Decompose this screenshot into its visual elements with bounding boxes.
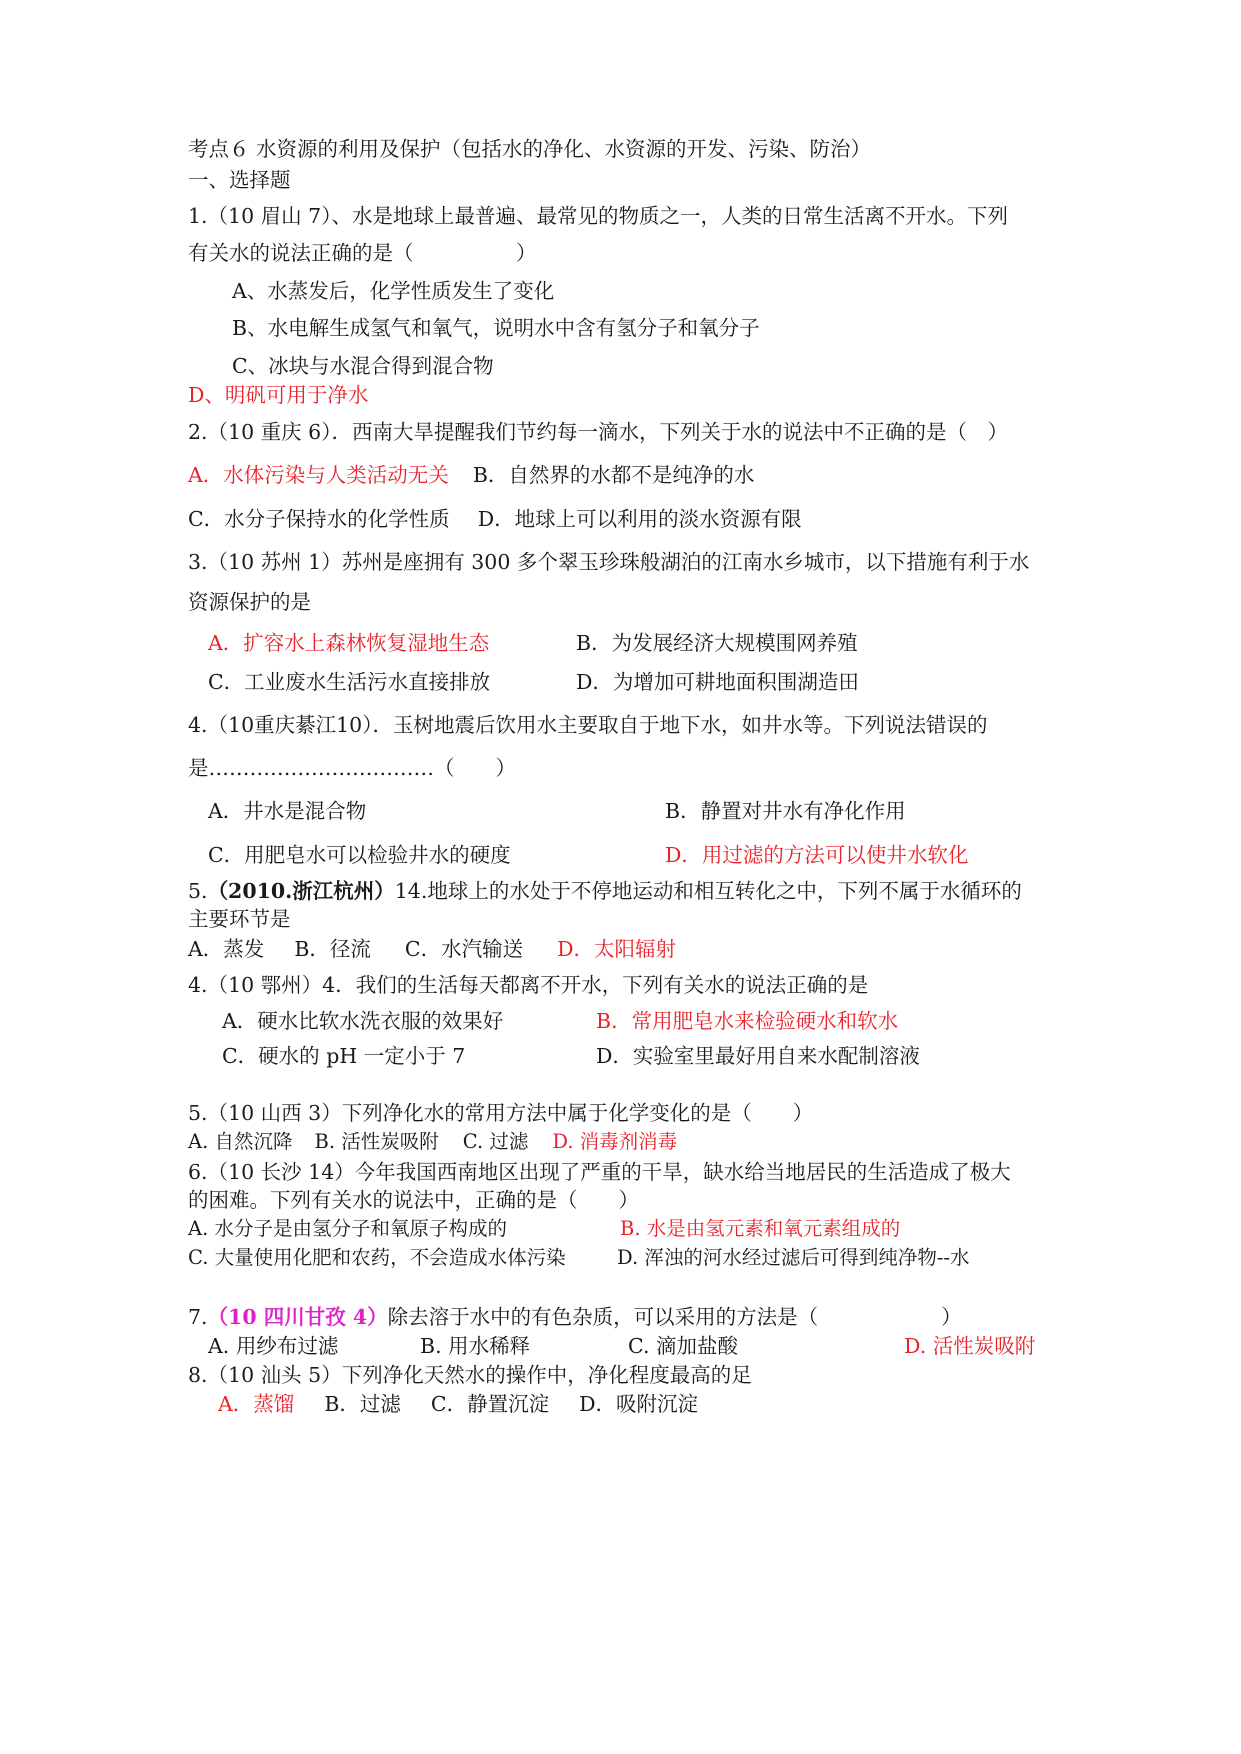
q4-option-d-answer: D．用过滤的方法可以使井水软化 <box>665 843 969 867</box>
q1-stem-line2: 有关水的说法正确的是（ ） <box>188 241 537 265</box>
q1-option-d-answer: D、明矾可用于净水 <box>188 383 369 407</box>
q10-option-b: B．过滤 <box>324 1392 401 1416</box>
q2-option-b: B．自然界的水都不是纯净的水 <box>472 463 755 487</box>
q4-option-b: B．静置对井水有净化作用 <box>665 799 906 823</box>
q2-options-row2 <box>188 506 802 532</box>
q6-option-a: A．硬水比软水洗衣服的效果好 <box>222 1009 504 1033</box>
q1-option-c: C、冰块与水混合得到混合物 <box>232 354 494 378</box>
q5-option-b: B．径流 <box>294 937 371 961</box>
section-heading: 一、选择题 <box>188 168 291 192</box>
q2-stem: 2.（10 重庆 6）．西南大旱提醒我们节约每一滴水，下列关于水的说法中不正确的是（ ） <box>188 420 1008 444</box>
q1-option-b: B、水电解生成氢气和氧气，说明水中含有氢分子和氧分子 <box>232 316 760 340</box>
q9-option-a: A. 用纱布过滤 <box>208 1334 339 1358</box>
q7-option-b: B. 活性炭吸附 <box>314 1130 439 1153</box>
q3-option-a-answer: A．扩容水上森林恢复湿地生态 <box>208 631 490 655</box>
q4-stem-line2: 是……………………………（ ） <box>188 756 516 780</box>
q5-option-a: A．蒸发 <box>188 937 265 961</box>
q7-option-c: C. 过滤 <box>462 1130 529 1153</box>
q1-option-a: A、水蒸发后，化学性质发生了变化 <box>232 279 555 303</box>
q6-option-d: D．实验室里最好用自来水配制溶液 <box>596 1044 920 1068</box>
q6-stem: 4.（10 鄂州）4．我们的生活每天都离不开水，下列有关水的说法正确的是 <box>188 973 869 997</box>
q1-stem-line1: 1.（10 眉山 7）、水是地球上最普遍、最常见的物质之一，人类的日常生活离不开水。下列 <box>188 204 1008 228</box>
q2-option-c: C．水分子保持水的化学性质 <box>188 507 450 531</box>
q2-option-d: D．地球上可以利用的淡水资源有限 <box>477 507 802 531</box>
q5-number: 5. <box>188 879 208 903</box>
q5-option-d-answer: D．太阳辐射 <box>557 937 677 961</box>
q6-option-c: C．硬水的 pH 一定小于 7 <box>222 1044 466 1068</box>
q8-stem-line1: 6.（10 长沙 14）今年我国西南地区出现了严重的干旱，缺水给当地居民的生活造成了极大 <box>188 1160 1011 1184</box>
q8-option-d: D. 浑浊的河水经过滤后可得到纯净物--水 <box>617 1246 970 1269</box>
q7-option-d-answer: D. 消毒剂消毒 <box>552 1130 678 1153</box>
q10-option-c: C．静置沉淀 <box>430 1392 550 1416</box>
q9-option-b: B. 用水稀释 <box>420 1334 531 1358</box>
q7-options <box>188 1129 677 1155</box>
q3-stem-line2: 资源保护的是 <box>188 590 311 614</box>
q9-stem-text: 除去溶于水中的有色杂质，可以采用的方法是（ ） <box>387 1305 962 1329</box>
q4-option-a: A．井水是混合物 <box>208 799 367 823</box>
q5-source: （2010.浙江杭州） <box>207 879 395 903</box>
q8-stem-line2: 的困难。下列有关水的说法中，正确的是（ ） <box>188 1188 639 1212</box>
q10-stem: 8.（10 汕头 5）下列净化天然水的操作中，净化程度最高的足 <box>188 1363 752 1387</box>
q5-stem-text: 14.地球上的水处于不停地运动和相互转化之中，下列不属于水循环的 <box>394 879 1022 903</box>
q9-source: （10 四川甘孜 4） <box>207 1305 388 1329</box>
q8-option-c: C. 大量使用化肥和农药，不会造成水体污染 <box>188 1246 566 1269</box>
q10-option-d: D．吸附沉淀 <box>579 1392 699 1416</box>
q10-option-a-answer: A．蒸馏 <box>218 1392 295 1416</box>
q6-option-b-answer: B．常用肥皂水来检验硬水和软水 <box>596 1009 899 1033</box>
q9-option-c: C. 滴加盐酸 <box>628 1334 738 1358</box>
q8-option-b-answer: B. 水是由氢元素和氧元素组成的 <box>620 1217 901 1240</box>
q8-option-a: A. 水分子是由氢分子和氧原子构成的 <box>188 1217 507 1240</box>
q5-option-c: C．水汽输送 <box>404 937 524 961</box>
q3-option-c: C．工业废水生活污水直接排放 <box>208 670 491 694</box>
q5-options <box>188 936 676 962</box>
q9-number: 7. <box>188 1305 208 1329</box>
q9-option-d-answer: D. 活性炭吸附 <box>904 1334 1036 1358</box>
q7-stem: 5.（10 山西 3）下列净化水的常用方法中属于化学变化的是（ ） <box>188 1101 814 1125</box>
q3-option-d: D．为增加可耕地面积围湖造田 <box>576 670 859 694</box>
q2-options-row1 <box>188 462 754 488</box>
q2-option-a-answer: A．水体污染与人类活动无关 <box>188 463 449 487</box>
q7-option-a: A. 自然沉降 <box>188 1130 293 1153</box>
q4-stem-line1: 4.（10重庆綦江10）．玉树地震后饮用水主要取自于地下水，如井水等。下列说法错误的 <box>188 713 988 737</box>
page-title: 考点６ 水资源的利用及保护（包括水的净化、水资源的开发、污染、防治） <box>188 137 872 161</box>
q3-stem-line1: 3.（10 苏州 1）苏州是座拥有 300 多个翠玉珍珠般湖泊的江南水乡城市，以下措施有利于水 <box>188 550 1030 574</box>
q10-options <box>218 1391 698 1417</box>
q3-option-b: B．为发展经济大规模围网养殖 <box>576 631 858 655</box>
q5-stem-line2: 主要环节是 <box>188 907 291 931</box>
q4-option-c: C．用肥皂水可以检验井水的硬度 <box>208 843 511 867</box>
q5-stem-line1 <box>188 878 1022 904</box>
q9-stem <box>188 1304 962 1330</box>
